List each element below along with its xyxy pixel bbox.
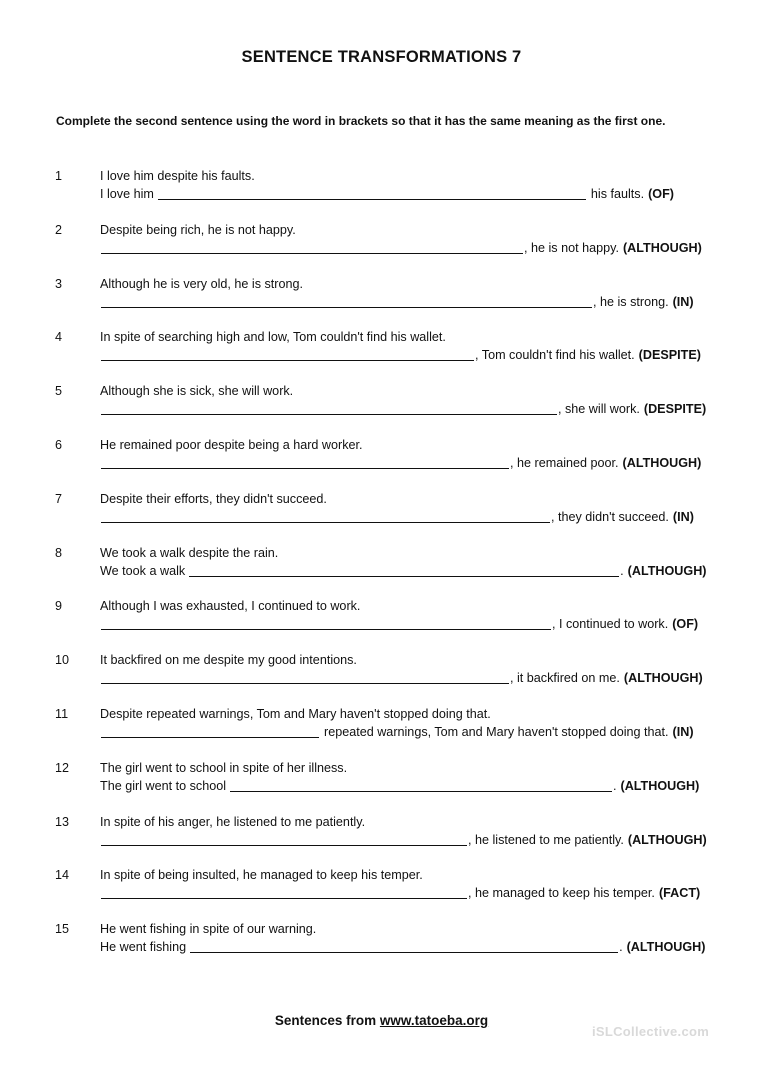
answer-line: [100, 940, 705, 954]
bracket-keyword: (DESPITE): [638, 348, 701, 363]
sentence-suffix: .: [620, 563, 624, 578]
answer-blank[interactable]: [101, 617, 551, 630]
answer-line: [100, 348, 701, 362]
sentence-suffix: , he managed to keep his temper.: [468, 886, 655, 901]
answer-blank[interactable]: [101, 671, 509, 684]
bracket-keyword: (OF): [672, 617, 699, 632]
answer-line: [100, 564, 706, 578]
item-number: 7: [55, 491, 63, 506]
original-sentence: Despite repeated warnings, Tom and Mary haven't stopped doing that.: [100, 706, 491, 721]
answer-line: [100, 833, 707, 847]
sentence-suffix: , he is not happy.: [524, 240, 619, 255]
sentence-prefix: I love him: [100, 187, 154, 201]
original-sentence: He remained poor despite being a hard worker.: [100, 437, 363, 452]
item-number: 6: [55, 437, 63, 452]
item-number: 10: [55, 653, 70, 668]
bracket-keyword: (ALTHOUGH): [623, 671, 703, 686]
sentence-suffix: .: [619, 940, 623, 955]
exercise-item: [0, 223, 763, 277]
answer-line: [100, 241, 702, 255]
answer-blank[interactable]: [101, 725, 319, 738]
answer-line: [100, 295, 694, 309]
original-sentence: Although I was exhausted, I continued to work.: [100, 599, 361, 614]
answer-blank[interactable]: [101, 456, 509, 469]
answer-blank[interactable]: [101, 241, 523, 254]
bracket-keyword: (ALTHOUGH): [622, 455, 702, 470]
worksheet-title: SENTENCE TRANSFORMATIONS 7: [241, 48, 522, 66]
original-sentence: Despite being rich, he is not happy.: [100, 222, 296, 237]
bracket-keyword: (ALTHOUGH): [620, 778, 700, 793]
instructions: Complete the second sentence using the word in brackets so that it has the same meaning as the first one.: [56, 114, 666, 128]
item-number: 8: [55, 545, 63, 560]
exercise-item: [0, 868, 763, 922]
item-number: 1: [55, 169, 63, 183]
bracket-keyword: (OF): [648, 187, 674, 201]
sentence-prefix: We took a walk: [100, 563, 186, 578]
answer-blank[interactable]: [101, 510, 550, 523]
item-number: 12: [55, 760, 70, 775]
sentence-suffix: , he listened to me patiently.: [468, 832, 624, 847]
answer-line: [100, 725, 694, 739]
original-sentence: Although she is sick, she will work.: [100, 384, 294, 399]
exercise-item: [0, 277, 763, 331]
watermark: iSLCollective.com: [592, 1024, 710, 1039]
answer-line: [100, 617, 698, 631]
answer-blank[interactable]: [189, 564, 619, 577]
bracket-keyword: (IN): [672, 509, 694, 524]
item-number: 15: [55, 922, 70, 937]
original-sentence: The girl went to school in spite of her illness.: [100, 760, 348, 775]
answer-blank[interactable]: [101, 348, 474, 361]
item-number: 4: [55, 330, 63, 345]
original-sentence: We took a walk despite the rain.: [100, 545, 279, 560]
bracket-keyword: (IN): [672, 294, 694, 309]
answer-blank[interactable]: [101, 402, 557, 415]
sentence-suffix: repeated warnings, Tom and Mary haven't stopped doing that.: [324, 724, 669, 739]
exercise-item: [0, 599, 763, 653]
bracket-keyword: (IN): [672, 724, 694, 739]
exercise-item: [0, 438, 763, 492]
sentence-suffix: , they didn't succeed.: [551, 509, 669, 524]
footer-link[interactable]: www.tatoeba.org: [379, 1013, 489, 1028]
original-sentence: I love him despite his faults.: [100, 169, 255, 183]
sentence-suffix: .: [613, 778, 617, 793]
answer-line: [100, 671, 703, 685]
answer-line: [100, 402, 706, 416]
original-sentence: Despite their efforts, they didn't succeed.: [100, 491, 327, 506]
answer-line: [100, 456, 701, 470]
answer-line: [100, 510, 694, 524]
original-sentence: In spite of his anger, he listened to me patiently.: [100, 814, 366, 829]
original-sentence: He went fishing in spite of our warning.: [100, 922, 317, 937]
item-number: 3: [55, 276, 63, 291]
sentence-prefix: He went fishing: [100, 940, 187, 955]
bracket-keyword: (ALTHOUGH): [622, 240, 702, 255]
sentence-suffix: , he remained poor.: [510, 455, 619, 470]
item-number: 13: [55, 814, 70, 829]
sentence-suffix: , it backfired on me.: [510, 671, 620, 686]
original-sentence: In spite of being insulted, he managed to keep his temper.: [100, 868, 423, 883]
answer-line: [100, 886, 700, 900]
bracket-keyword: (ALTHOUGH): [626, 940, 706, 955]
item-number: 5: [55, 384, 63, 399]
footer-text: Sentences from: [274, 1013, 377, 1028]
sentence-suffix: , Tom couldn't find his wallet.: [475, 348, 635, 363]
original-sentence: It backfired on me despite my good intentions.: [100, 653, 357, 668]
answer-blank[interactable]: [101, 886, 467, 899]
original-sentence: In spite of searching high and low, Tom couldn't find his wallet.: [100, 330, 446, 345]
exercise-item: [0, 546, 763, 600]
original-sentence: Although he is very old, he is strong.: [100, 276, 304, 291]
answer-blank[interactable]: [101, 295, 592, 308]
exercise-item: [0, 761, 763, 815]
answer-blank[interactable]: [190, 940, 618, 953]
exercise-item: [0, 707, 763, 761]
answer-line: [100, 779, 699, 793]
exercise-list: [0, 169, 763, 976]
sentence-suffix: , I continued to work.: [552, 617, 669, 632]
sentence-suffix: , she will work.: [558, 402, 640, 417]
answer-line: [100, 187, 674, 201]
sentence-suffix: his faults.: [590, 187, 645, 201]
bracket-keyword: (FACT): [658, 886, 701, 901]
exercise-item: [0, 922, 763, 976]
answer-blank[interactable]: [230, 779, 612, 792]
exercise-item: [0, 815, 763, 869]
bracket-keyword: (ALTHOUGH): [627, 563, 707, 578]
exercise-item: [0, 330, 763, 384]
item-number: 9: [55, 599, 63, 614]
item-number: 11: [55, 706, 69, 721]
item-number: 14: [55, 868, 70, 883]
bracket-keyword: (DESPITE): [643, 402, 707, 417]
item-number: 2: [55, 222, 63, 237]
exercise-item: [0, 169, 763, 223]
exercise-item: [0, 492, 763, 546]
sentence-prefix: The girl went to school: [100, 778, 226, 793]
exercise-item: [0, 653, 763, 707]
exercise-item: [0, 384, 763, 438]
answer-blank[interactable]: [158, 187, 586, 200]
bracket-keyword: (ALTHOUGH): [627, 832, 707, 847]
answer-blank[interactable]: [101, 833, 467, 846]
sentence-suffix: , he is strong.: [593, 294, 669, 309]
